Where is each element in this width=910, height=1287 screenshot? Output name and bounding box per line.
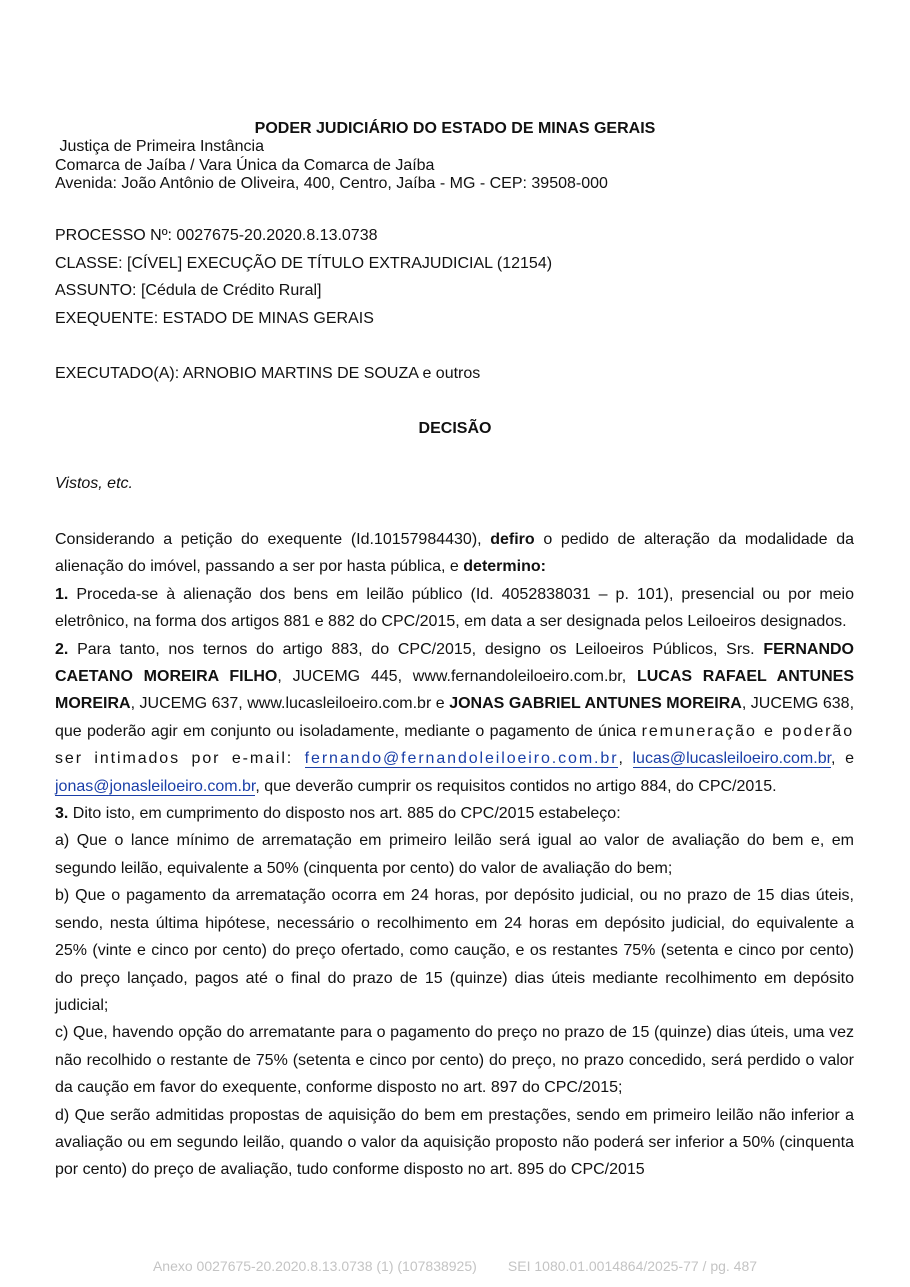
- page-footer: [0, 1257, 910, 1275]
- item-d-paragraph: d) Que serão admitidas propostas de aquisição do bem em prestações, sendo em primeiro leilão não inferior a avaliação ou em segundo leilão, quando o valor da aquisição proposto não poderá ser inferior a 50% (cinquenta por cento) do preço de avaliação, tudo conforme disposto no art. 895 do CPC/2015: [55, 1106, 854, 1179]
- item-1-paragraph: 1. Proceda-se à alienação dos bens em leilão público (Id. 4052838031 – p. 101), presencial ou por meio eletrônico, na forma dos artigos 881 e 882 do CPC/2015, em data a ser designada pelos Leiloeiros designados.: [55, 585, 854, 631]
- item-2-paragraph: 2. Para tanto, nos ternos do artigo 883, do CPC/2015, designo os Leiloeiros Públicos, Srs. FERNANDO CAETANO MOREIRA FILHO, JUCEMG 445, www.fernandoleiloeiro.com.br, LUCAS RAFAEL ANTUNES MOREIRA, JUCEMG 637, www.lucasleiloeiro.com.br e JONAS GABRIEL ANTUNES MOREIRA, JUCEMG 638, que poderão agir em conjunto ou isoladamente, mediante o pagamento de única remuneração e poderão ser intimados por e-mail: fernando@fernandoleiloeiro.com.br, lucas@lucasleiloeiro.com.br, e jonas@jonasleiloeiro.com.br, que deverão cumprir os requisitos contidos no artigo 884, do CPC/2015.: [55, 640, 855, 795]
- document-title: DECISÃO: [418, 420, 492, 437]
- executado-line: EXECUTADO(A): ARNOBIO MARTINS DE SOUZA e outros: [55, 365, 481, 382]
- item-c-paragraph: c) Que, havendo opção do arrematante para o pagamento do preço no prazo de 15 (quinze) dias úteis, uma vez não recolhido o restante de 75% (setenta e cinco por cento) do preço, no prazo concedido, será perdido o valor da caução em favor do exequente, conforme disposto no art. 897 do CPC/2015;: [55, 1024, 854, 1097]
- email-link-jonas[interactable]: jonas@jonasleiloeiro.com.br: [55, 777, 256, 795]
- intro-paragraph: Considerando a petição do exequente (Id.10157984430), defiro o pedido de alteração da modalidade da alienação do imóvel, passando a ser por hasta pública, e determino:: [55, 531, 855, 576]
- item-a-paragraph: a) Que o lance mínimo de arrematação em primeiro leilão será igual ao valor de avaliação do bem e, em segundo leilão, equivalente a 50% (cinquenta por cento) do valor de avaliação do bem;: [55, 832, 854, 877]
- footer-sei: SEI 1080.01.0014864/2025-77 / pg. 487: [507, 1258, 758, 1274]
- email-link-fernando[interactable]: fernando@fernandoleiloeiro.com.br: [304, 750, 619, 768]
- court-header: [55, 138, 608, 194]
- comarca-line: Comarca de Jaíba / Vara Única da Comarca de Jaíba: [55, 156, 435, 174]
- auctioneer-name-3: JONAS GABRIEL ANTUNES MOREIRA: [449, 695, 742, 713]
- footer-annex: Anexo 0027675-20.2020.8.13.0738 (1) (107838925): [152, 1258, 477, 1274]
- vistos-line: Vistos, etc.: [55, 475, 133, 492]
- auctioneer-name-1: FERNANDO CAETANO MOREIRA FILHO: [55, 640, 854, 686]
- exequente-line: EXEQUENTE: ESTADO DE MINAS GERAIS: [55, 310, 374, 327]
- address-line: Avenida: João Antônio de Oliveira, 400, Centro, Jaíba - MG - CEP: 39508-000: [55, 175, 608, 192]
- assunto-line: ASSUNTO: [Cédula de Crédito Rural]: [55, 282, 322, 299]
- email-link-lucas[interactable]: lucas@lucasleiloeiro.com.br: [632, 750, 832, 768]
- classe-line: CLASSE: [CÍVEL] EXECUÇÃO DE TÍTULO EXTRAJUDICIAL (12154): [55, 255, 553, 272]
- decision-body: [55, 526, 854, 1184]
- item-b-paragraph: b) Que o pagamento da arrematação ocorra em 24 horas, por depósito judicial, ou no prazo de 15 dias úteis, sendo, nesta última hipótese, necessário o recolhimento em 24 horas em depósito judicial, do equivalente a 25% (vinte e cinco por cento) do preço ofertado, como caução, e os restantes 75% (setenta e cinco por cento) do preço lançado, pagos até o final do prazo de 15 (quinze) dias úteis mediante recolhimento em depósito judicial;: [55, 887, 854, 1014]
- auctioneer-name-2: LUCAS RAFAEL ANTUNES MOREIRA: [55, 668, 855, 713]
- processo-line: PROCESSO Nº: 0027675-20.2020.8.13.0738: [55, 227, 378, 244]
- court-title: PODER JUDICIÁRIO DO ESTADO DE MINAS GERAIS: [254, 120, 656, 137]
- item-3-paragraph: 3. Dito isto, em cumprimento do disposto nos art. 885 do CPC/2015 estabeleço:: [55, 805, 621, 823]
- instance-line: Justiça de Primeira Instância: [55, 138, 264, 155]
